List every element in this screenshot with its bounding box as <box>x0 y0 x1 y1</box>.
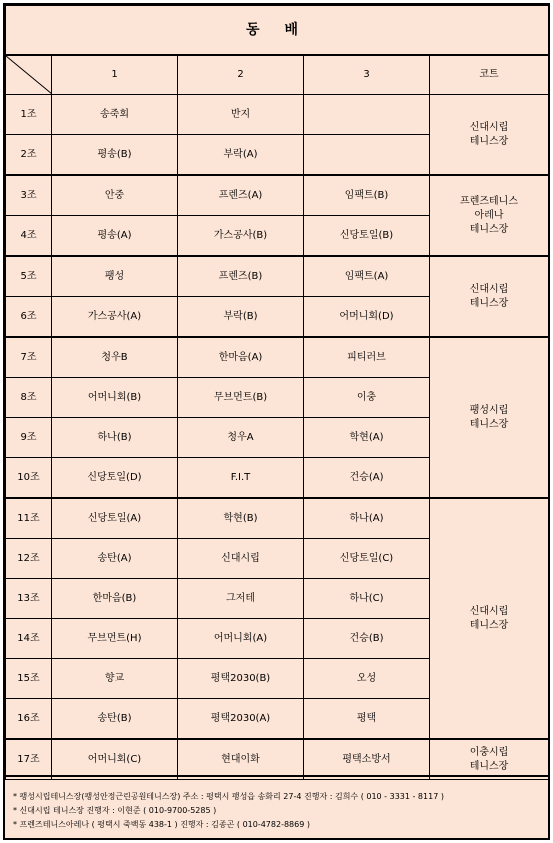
team-cell: 평택 <box>304 699 430 740</box>
team-cell: 피티러브 <box>304 337 430 378</box>
team-cell: 신당토일(C) <box>304 539 430 579</box>
team-cell: 임팩트(B) <box>304 175 430 216</box>
header-court: 코트 <box>430 55 549 95</box>
group-label: 14조 <box>6 619 52 659</box>
team-cell: 청우A <box>178 418 304 458</box>
team-cell: 무브먼트(H) <box>52 619 178 659</box>
group-label: 1조 <box>6 95 52 135</box>
group-label: 7조 <box>6 337 52 378</box>
court-cell: 프렌즈테니스 아레나 테니스장 <box>430 175 549 256</box>
team-cell: 임팩트(A) <box>304 256 430 297</box>
corner-diagonal-cell <box>6 55 52 95</box>
team-cell: 신당토일(B) <box>304 216 430 257</box>
team-cell: 하나(C) <box>304 579 430 619</box>
team-cell: 향교 <box>52 659 178 699</box>
team-cell: 평송(B) <box>52 135 178 176</box>
team-cell: 하나(B) <box>52 418 178 458</box>
team-cell: 오성 <box>304 659 430 699</box>
table-row <box>6 739 549 780</box>
team-cell: 송죽회 <box>52 95 178 135</box>
team-cell: 안중 <box>52 175 178 216</box>
team-cell: 건승(B) <box>304 619 430 659</box>
team-cell: 프렌즈(A) <box>178 175 304 216</box>
court-cell: 신대시립 테니스장 <box>430 256 549 337</box>
diagonal-line-icon <box>6 56 52 94</box>
group-label: 17조 <box>6 739 52 780</box>
note-line: * 프렌즈테니스아레나 ( 평택시 죽백동 438-1 ) 진행자 : 김종곤 ( 010-4782-8869 ) <box>13 820 310 829</box>
team-cell: 건승(A) <box>304 458 430 499</box>
team-cell: 반지 <box>178 95 304 135</box>
court-cell: 신대시립 테니스장 <box>430 498 549 739</box>
table-row <box>6 498 549 539</box>
team-cell: 그저테 <box>178 579 304 619</box>
team-cell: 어머니회(B) <box>52 378 178 418</box>
team-cell: 팽성 <box>52 256 178 297</box>
group-label: 11조 <box>6 498 52 539</box>
bracket-table <box>5 5 549 780</box>
group-label: 10조 <box>6 458 52 499</box>
group-label: 9조 <box>6 418 52 458</box>
team-cell: 어머니회(C) <box>52 739 178 780</box>
header-col-3: 3 <box>304 55 430 95</box>
bracket-sheet <box>3 3 550 840</box>
team-cell <box>304 95 430 135</box>
team-cell: 신당토일(A) <box>52 498 178 539</box>
group-label: 15조 <box>6 659 52 699</box>
team-cell: 평택2030(A) <box>178 699 304 740</box>
team-cell: 학현(A) <box>304 418 430 458</box>
team-cell: 한마음(A) <box>178 337 304 378</box>
team-cell: 어머니회(D) <box>304 297 430 338</box>
team-cell: 학현(B) <box>178 498 304 539</box>
team-cell: 평송(A) <box>52 216 178 257</box>
team-cell: 무브먼트(B) <box>178 378 304 418</box>
group-label: 2조 <box>6 135 52 176</box>
team-cell: 송탄(B) <box>52 699 178 740</box>
notes-section <box>5 775 548 838</box>
group-label: 12조 <box>6 539 52 579</box>
team-cell: 가스공사(B) <box>178 216 304 257</box>
team-cell: 부락(A) <box>178 135 304 176</box>
table-row <box>6 337 549 378</box>
group-label: 8조 <box>6 378 52 418</box>
team-cell: 하나(A) <box>304 498 430 539</box>
group-label: 16조 <box>6 699 52 740</box>
note-line: * 신대시립 테니스장 진행자 : 이현준 ( 010-9700-5285 ) <box>13 806 217 815</box>
team-cell: 어머니회(A) <box>178 619 304 659</box>
table-row <box>6 95 549 135</box>
team-cell: 프렌즈(B) <box>178 256 304 297</box>
table-row <box>6 256 549 297</box>
header-col-1: 1 <box>52 55 178 95</box>
group-label: 3조 <box>6 175 52 216</box>
group-label: 5조 <box>6 256 52 297</box>
team-cell: 청우B <box>52 337 178 378</box>
team-cell: 가스공사(A) <box>52 297 178 338</box>
team-cell: F.I.T <box>178 458 304 499</box>
team-cell: 현대이화 <box>178 739 304 780</box>
table-row <box>6 175 549 216</box>
group-label: 4조 <box>6 216 52 257</box>
team-cell: 한마음(B) <box>52 579 178 619</box>
team-cell: 평택소방서 <box>304 739 430 780</box>
team-cell: 부락(B) <box>178 297 304 338</box>
note-line: * 팽성시립테니스장(팽성안정근린공원테니스장) 주소 : 평택시 팽성읍 송화리 27-4 진행자 : 김희수 ( 010 - 3331 - 8117 ) <box>13 792 444 801</box>
group-label: 6조 <box>6 297 52 338</box>
court-cell: 신대시립 테니스장 <box>430 95 549 176</box>
court-cell: 이충시립 테니스장 <box>430 739 549 780</box>
team-cell: 이충 <box>304 378 430 418</box>
team-cell: 신대시립 <box>178 539 304 579</box>
team-cell: 평택2030(B) <box>178 659 304 699</box>
team-cell: 송탄(A) <box>52 539 178 579</box>
header-col-2: 2 <box>178 55 304 95</box>
group-label: 13조 <box>6 579 52 619</box>
team-cell: 신당토일(D) <box>52 458 178 499</box>
page-title: 동 배 <box>6 6 549 56</box>
court-cell: 팽성시립 테니스장 <box>430 337 549 498</box>
team-cell <box>304 135 430 176</box>
